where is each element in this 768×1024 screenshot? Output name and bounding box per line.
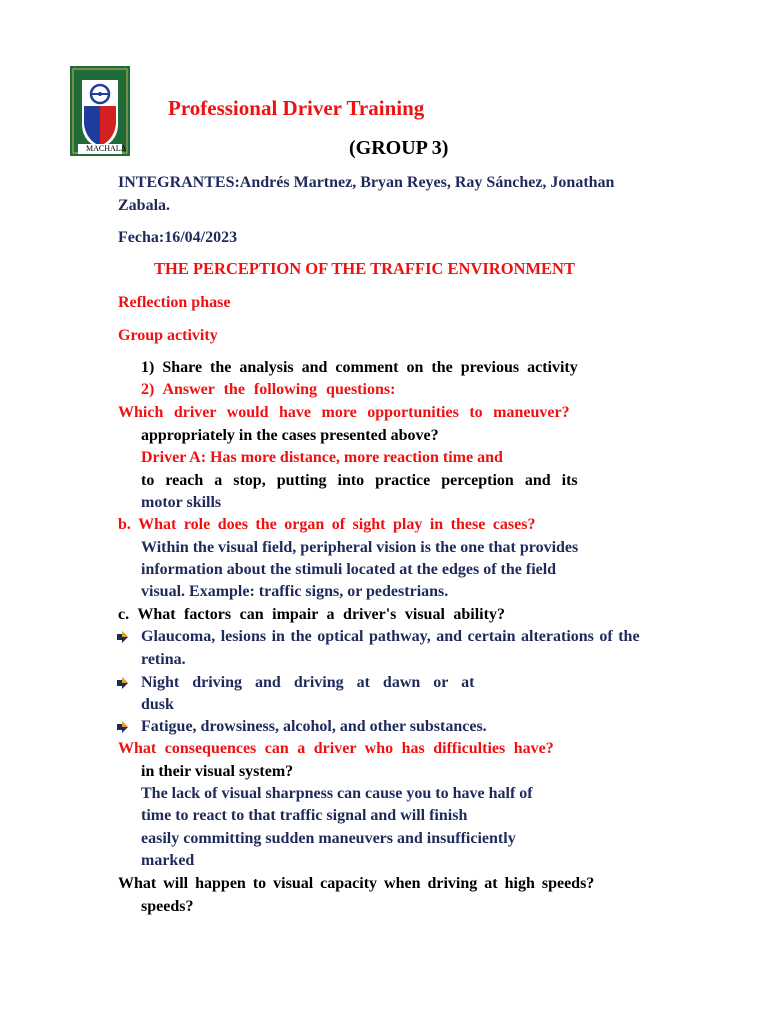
group-activity-label: Group activity (118, 327, 218, 344)
institution-logo (70, 66, 130, 156)
answer-2-line-3: visual. Example: traffic signs, or pedestrians. (141, 583, 449, 600)
answer-1-line-2: to reach a stop, putting into practice perception and its (141, 472, 578, 489)
members-line-2: Zabala. (118, 197, 171, 214)
question-1: Which driver would have more opportunities to maneuver? (118, 404, 570, 421)
factor-2-line-1: Night driving and driving at dawn or at (141, 674, 475, 691)
answer-4-line-3: easily committing sudden maneuvers and insufficiently (141, 830, 516, 847)
question-4-continued: in their visual system? (141, 763, 294, 780)
group-label: (GROUP 3) (349, 137, 449, 159)
arrow-bullet-icon (117, 721, 129, 733)
answer-2-line-2: information about the stimuli located at the edges of the field (141, 561, 557, 578)
answer-2-line-1: Within the visual field, peripheral vision is the one that provides (141, 539, 579, 556)
logo-text: MACHALA (86, 144, 127, 153)
section-heading: THE PERCEPTION OF THE TRAFFIC ENVIRONMENT (154, 259, 575, 278)
factor-3: Fatigue, drowsiness, alcohol, and other substances. (141, 718, 487, 735)
question-5: What will happen to visual capacity when driving at high speeds? (118, 875, 595, 892)
members-line-1: INTEGRANTES:Andrés Martnez, Bryan Reyes, Ray Sánchez, Jonathan (118, 174, 615, 191)
document-title: Professional Driver Training (168, 96, 425, 120)
question-2: b. What role does the organ of sight play in these cases? (118, 516, 536, 533)
answer-4-line-2: time to react to that traffic signal and will finish (141, 807, 468, 824)
instruction-item-1: 1) Share the analysis and comment on the previous activity (141, 359, 578, 376)
answer-1-line-1: Driver A: Has more distance, more reaction time and (141, 449, 503, 466)
factor-1-line-2: retina. (141, 651, 186, 668)
question-3: c. What factors can impair a driver's visual ability? (118, 606, 505, 623)
factor-1-line-1: Glaucoma, lesions in the optical pathway, and certain alterations of the (141, 628, 640, 645)
question-5-continued: speeds? (141, 898, 194, 915)
answer-4-line-4: marked (141, 852, 195, 869)
reflection-phase-label: Reflection phase (118, 294, 231, 311)
question-1-continued: appropriately in the cases presented above? (141, 427, 439, 444)
answer-1-line-3: motor skills (141, 494, 222, 511)
question-4: What consequences can a driver who has difficulties have? (118, 740, 554, 757)
factor-2-line-2: dusk (141, 696, 174, 713)
instruction-item-2: 2) Answer the following questions: (141, 381, 396, 398)
arrow-bullet-icon (117, 631, 129, 643)
arrow-bullet-icon (117, 677, 129, 689)
date-line: Fecha:16/04/2023 (118, 229, 238, 246)
answer-4-line-1: The lack of visual sharpness can cause you to have half of (141, 785, 533, 802)
